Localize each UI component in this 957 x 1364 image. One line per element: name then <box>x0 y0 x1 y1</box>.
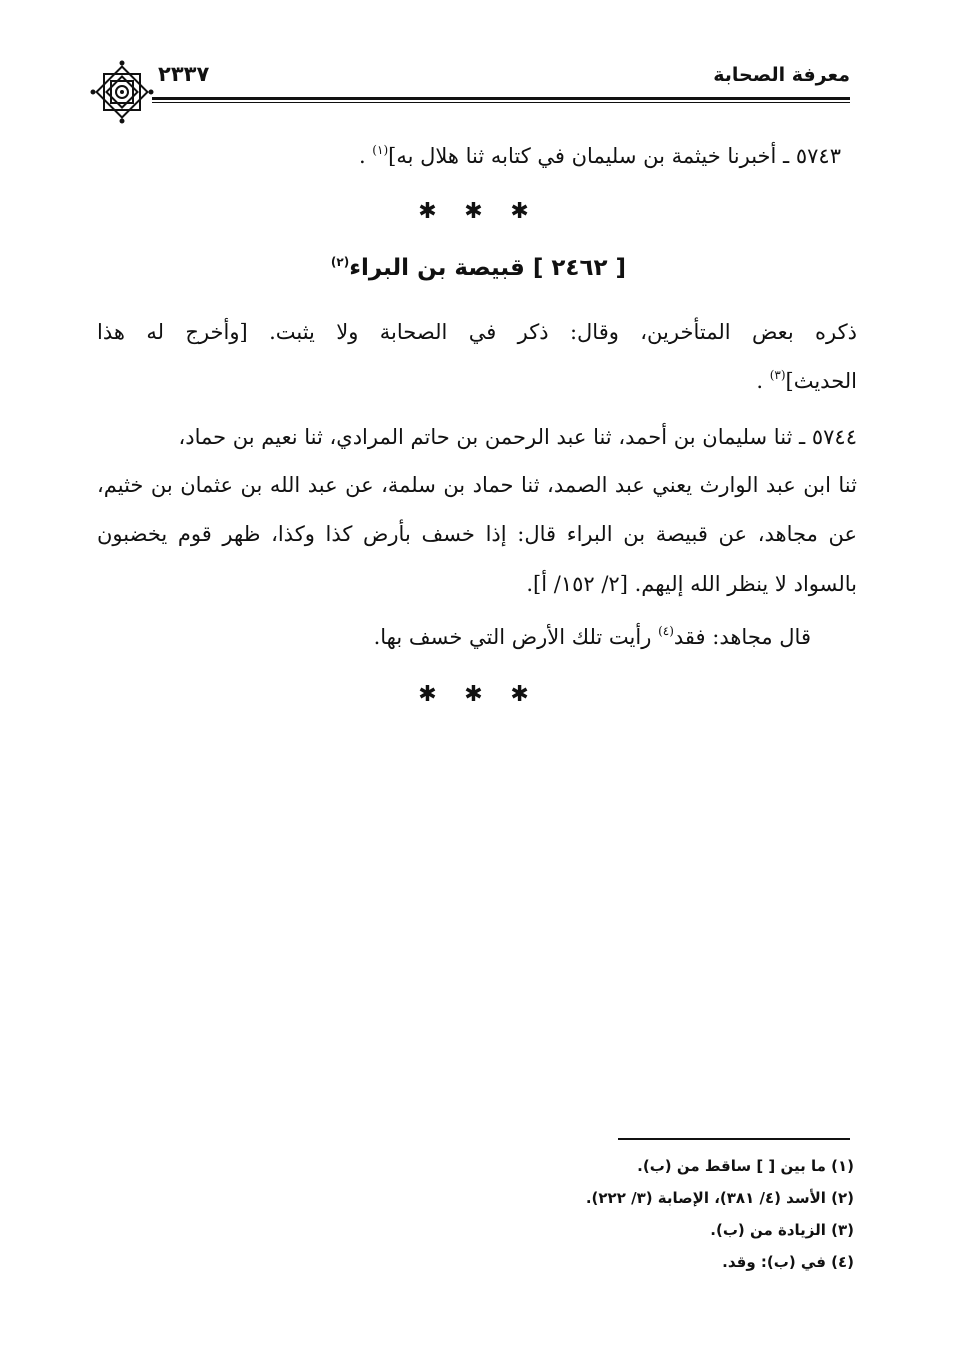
entry-heading <box>0 255 957 281</box>
islamic-star-ornament-icon <box>90 60 154 124</box>
mujahid-start: قال مجاهد: فقد <box>673 625 811 649</box>
hadith-5744-line: عن مجاهد، عن قبيصة بن البراء قال: إذا خسف بأرض كذا وكذا، ظهر قوم يخضبون <box>97 522 857 546</box>
footnote-3: (٣) الزيادة من (ب). <box>710 1221 854 1239</box>
footnote-1: (١) ما بين [ ] ساقط من (ب). <box>637 1157 854 1175</box>
paragraph-line: ذكره بعض المتأخرين، وقال: ذكر في الصحابة ولا يثبت. [وأخرج له هذا <box>97 320 857 344</box>
footnote-4: (٤) في (ب): وقد. <box>722 1253 854 1271</box>
footnote-ref-3: (٣) <box>769 368 786 382</box>
header-rule <box>152 97 850 103</box>
paragraph-line <box>756 366 857 396</box>
hadith-5743-text: ٥٧٤٣ ـ أخبرنا خيثمة بن سليمان في كتابه ثنا هلال به] <box>388 144 841 168</box>
footnote-ref-2: (٢) <box>330 255 350 269</box>
mujahid-quote <box>374 622 811 652</box>
book-title: معرفة الصحابة <box>713 64 850 86</box>
entry-heading-text: [ ٢٤٦٢ ] قبيصة بن البراء <box>349 255 627 281</box>
page-number: ٢٣٣٧ <box>158 62 210 86</box>
footnote-rule <box>618 1138 850 1140</box>
separator-stars: ✱ ✱ ✱ <box>418 682 539 707</box>
page-header <box>90 60 850 132</box>
footnote-2: (٢) الأسد (٤/ ٣٨١)، الإصابة (٣/ ٢٢٢). <box>585 1189 854 1207</box>
footnote-ref-4: (٤) <box>658 624 674 638</box>
separator-stars: ✱ ✱ ✱ <box>418 199 539 224</box>
hadith-5744-line: بالسواد لا ينظر الله إليهم. [٢/ ١٥٢/ أ]. <box>526 572 857 596</box>
hadith-5744-line: ثنا ابن عبد الوارث يعني عبد الصمد، ثنا حماد بن سلمة، عن عبد الله بن عثمان بن خثيم، <box>97 473 857 497</box>
hadith-5743 <box>359 141 841 171</box>
hadith-5744-line: ٥٧٤٤ ـ ثنا سليمان بن أحمد، ثنا عبد الرحمن بن حاتم المرادي، ثنا نعيم بن حماد، <box>178 425 857 449</box>
hadith-5743-end: . <box>358 144 373 168</box>
footnote-ref-1: (١) <box>372 143 389 157</box>
paragraph-text: الحديث] <box>785 369 857 393</box>
paragraph-end: . <box>756 369 770 393</box>
mujahid-end: رأيت تلك الأرض التي خسف بها. <box>373 625 659 649</box>
